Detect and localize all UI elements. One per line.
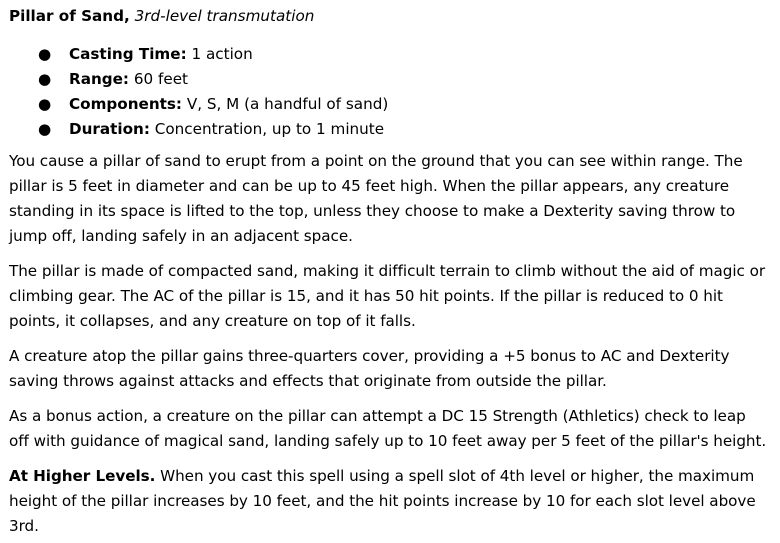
property-key: Components: bbox=[69, 95, 183, 113]
property-value: Concentration, up to 1 minute bbox=[154, 120, 385, 138]
higher-levels-paragraph bbox=[9, 464, 770, 539]
bullet-icon: ● bbox=[38, 120, 52, 138]
paragraph-text: As a bonus action, a creature on the pillar can attempt a DC 15 Strength (Athletics) check to leap off with guidance of magical sand, landing safely up to 10 feet away per 5 feet of the pillar's height. bbox=[9, 407, 767, 450]
property-key: Range: bbox=[69, 70, 130, 88]
spell-name: Pillar of Sand, bbox=[9, 7, 130, 25]
property-components bbox=[9, 92, 770, 117]
bullet-icon: ● bbox=[38, 70, 52, 88]
bullet-icon: ● bbox=[38, 45, 52, 63]
property-value: 1 action bbox=[191, 45, 253, 63]
property-value: 60 feet bbox=[133, 70, 188, 88]
property-value: V, S, M (a handful of sand) bbox=[186, 95, 389, 113]
spell-header bbox=[9, 4, 770, 29]
property-casting-time bbox=[9, 42, 770, 67]
paragraph-lead: At Higher Levels. bbox=[9, 467, 156, 485]
paragraph-text: You cause a pillar of sand to erupt from a point on the ground that you can see within range. The pillar is 5 feet in diameter and can be up to 45 feet high. When the pillar appears, any creature standing in its space is lifted to the top, unless they choose to make a Dexterity saving throw to jump off, landing safely in an adjacent space. bbox=[9, 152, 743, 245]
description-paragraph bbox=[9, 259, 770, 334]
description-paragraph bbox=[9, 344, 770, 394]
description-paragraph bbox=[9, 149, 770, 249]
property-duration bbox=[9, 117, 770, 142]
property-key: Casting Time: bbox=[69, 45, 187, 63]
spell-properties-list bbox=[9, 42, 770, 142]
property-range bbox=[9, 67, 770, 92]
paragraph-text: The pillar is made of compacted sand, making it difficult terrain to climb without the aid of magic or climbing gear. The AC of the pillar is 15, and it has 50 hit points. If the pillar is reduced to 0 hit points, it collapses, and any creature on top of it falls. bbox=[9, 262, 766, 330]
spell-school: 3rd-level transmutation bbox=[134, 7, 315, 25]
paragraph-text: When you cast this spell using a spell slot of 4th level or higher, the maximum height of the pillar increases by 10 feet, and the hit points increase by 10 for each slot level above 3rd. bbox=[9, 467, 756, 535]
property-key: Duration: bbox=[69, 120, 150, 138]
description-paragraph bbox=[9, 404, 770, 454]
paragraph-text: A creature atop the pillar gains three-quarters cover, providing a +5 bonus to AC and Dexterity saving throws against attacks and effects that originate from outside the pillar. bbox=[9, 347, 730, 390]
bullet-icon: ● bbox=[38, 95, 52, 113]
